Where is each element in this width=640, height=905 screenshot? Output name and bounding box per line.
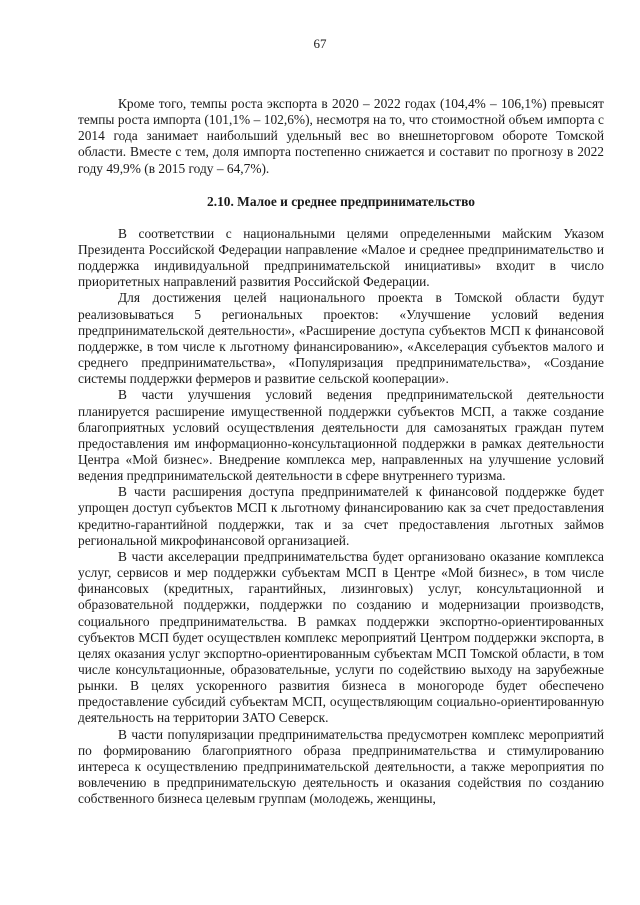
paragraph-regional-projects: Для достижения целей национального проекта в Томской области будут реализовываться 5 региональных проектов: «Улучшение условий ведения предпринимательской деятельности», «Расширение доступа субъектов МСП к финансовой поддержке, в том числе к льготному финансированию», «Акселерация субъектов малого и среднего предпринимательства», «Популяризация предпринимательства», «Создание системы поддержки фермеров и развитие сельской кооперации». (78, 290, 604, 387)
paragraph-import-export: Кроме того, темпы роста экспорта в 2020 – 2022 годах (104,4% – 106,1%) превысят темпы роста импорта (101,1% – 102,6%), несмотря на то, что стоимостной объем импорта с 2014 года занимает наибольший удельный вес во внешнеторговом обороте Томской области. Вместе с тем, доля импорта постепенно снижается и составит по прогнозу в 2022 году 49,9% (в 2015 году – 64,7%). (78, 96, 604, 176)
section-heading: 2.10. Малое и среднее предпринимательство (207, 193, 475, 209)
paragraph-national-goals: В соответствии с национальными целями определенными майским Указом Президента Российской Федерации направление «Малое и среднее предпринимательство и поддержка индивидуальной предпринимательской инициативы» входит в число приоритетных направлений развития Российской Федерации. (78, 225, 604, 290)
paragraph-financial-access: В части расширения доступа предпринимателей к финансовой поддержке будет упрощен доступ субъектов МСП к льготному финансированию как за счет предоставления кредитно-гарантийной поддержки, так и за счет предоставления льготных займов региональной микрофинансовой организацией. (78, 484, 604, 548)
page-number: 67 (313, 36, 327, 51)
paragraph-acceleration: В части акселерации предпринимательства будет организовано оказание комплекса услуг, сервисов и мер поддержки субъектам МСП в Центре «Мой бизнес», в том числе финансовых (кредитных, гарантийных, лизинговых) услуг, консультационной и образовательной поддержки, поддержки по созданию и модернизации производств, социального предпринимательства. В рамках поддержки экспортно-ориентированных субъектов МСП будет осуществлен комплекс мероприятий Центром поддержки экспорта, в целях оказания услуг экспортно-ориентированным субъектам МСП Томской области, в том числе консультационные, образовательные, услуги по содействию выходу на зарубежные рынки. В целях ускоренного развития бизнеса в моногороде будет обеспечено предоставление субсидий субъектам МСП, осуществляющим социально-ориентированную деятельность на территории ЗАТО Северск. (78, 548, 604, 726)
page-body (78, 96, 604, 807)
paragraph-business-conditions: В части улучшения условий ведения предпринимательской деятельности планируется расширение имущественной поддержки субъектов МСП, а также создание благоприятных условий осуществления деятельности для самозанятых граждан путем предоставления им информационно-консультационной поддержки в рамках деятельности Центра «Мой бизнес». Внедрение комплекса мер, направленных на улучшение условий ведения предпринимательской деятельности в сфере внутреннего туризма. (78, 387, 604, 484)
paragraph-popularization: В части популяризации предпринимательства предусмотрен комплекс мероприятий по формированию благоприятного образа предпринимательства и стимулированию интереса к осуществлению предпринимательской деятельности, а также мероприятия по вовлечению в предпринимательскую деятельность и оказания содействия по созданию собственного бизнеса целевым группам (молодежь, женщины, (78, 726, 604, 807)
